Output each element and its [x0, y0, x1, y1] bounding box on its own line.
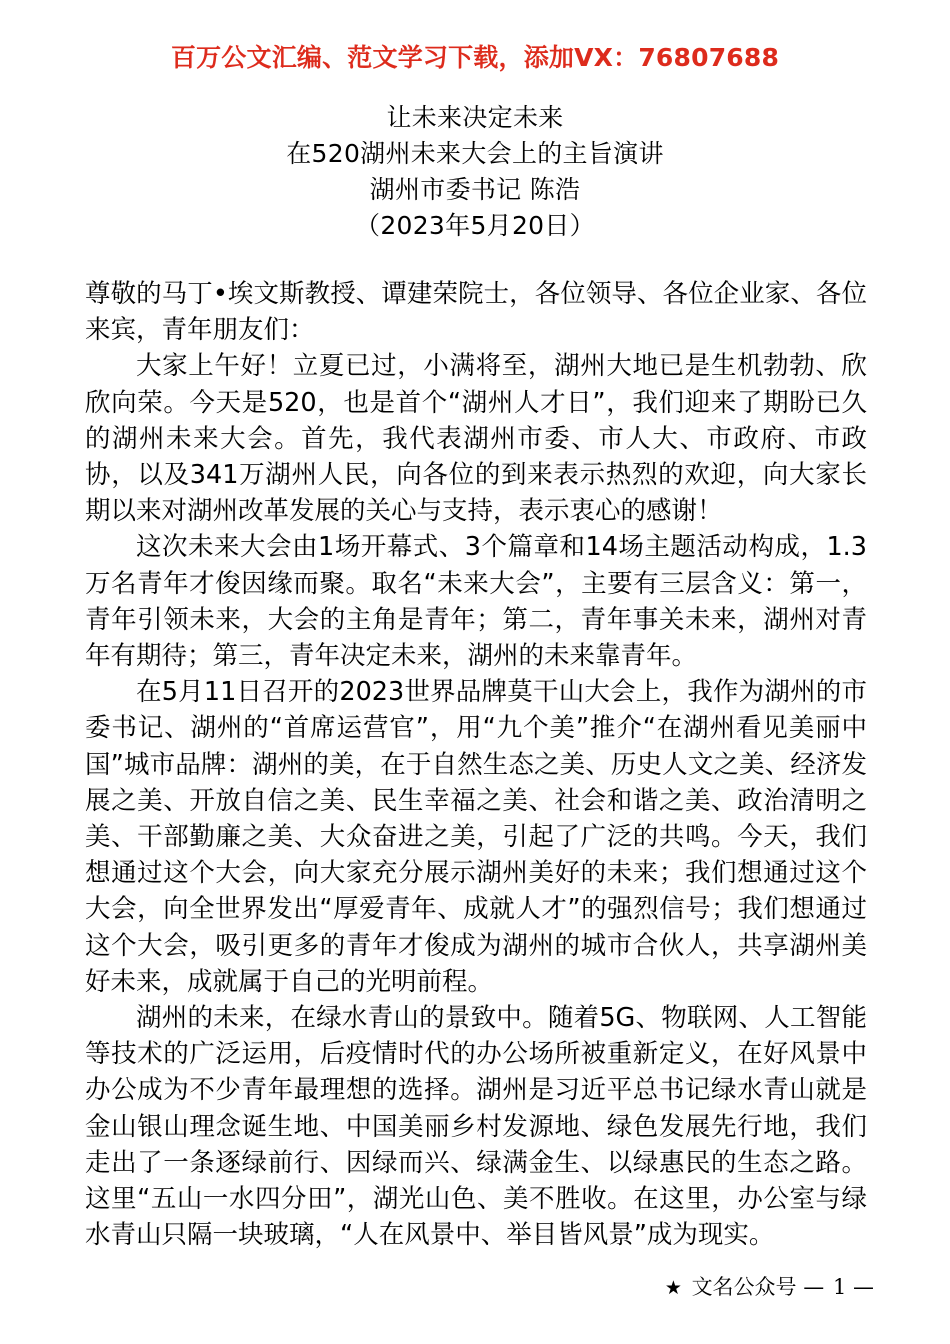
paragraph-greeting: 大家上午好！立夏已过，小满将至，湖州大地已是生机勃勃、欣欣向荣。今天是520，也是首个“湖州人才日”，我们迎来了期盼已久的湖州未来大会。首先，我代表湖州市委、市人大、市政府、市政协，以及341万湖州人民，向各位的到来表示热烈的欢迎，向大家长期以来对湖州改革发展的关心与支持，表示衷心的感谢！: [85, 351, 867, 527]
paragraph-conference-structure: 这次未来大会由1场开幕式、3个篇章和14场主题活动构成，1.3万名青年才俊因缘而聚。取名“未来大会”，主要有三层含义：第一，青年引领未来，大会的主角是青年；第二，青年事关未来，湖州对青年有期待；第三，青年决定未来，湖州的未来靠青年。: [85, 532, 867, 672]
document-body: [85, 276, 867, 1253]
paragraph-green-future: 湖州的未来，在绿水青山的景致中。随着5G、物联网、人工智能等技术的广泛运用，后疫情时代的办公场所被重新定义，在好风景中办公成为不少青年最理想的选择。湖州是习近平总书记绿水青山就是金山银山理念诞生地、中国美丽乡村发源地、绿色发展先行地，我们走出了一条逐绿前行、因绿而兴、绿满金生、以绿惠民的生态之路。这里“五山一水四分田”，湖光山色、美不胜收。在这里，办公室与绿水青山只隔一块玻璃，“人在风景中、举目皆风景”成为现实。: [85, 1003, 867, 1251]
footer-left-dash: —: [803, 1275, 827, 1299]
title-line-date: （2023年5月20日）: [355, 211, 595, 240]
title-line-subtitle: 在520湖州未来大会上的主旨演讲: [286, 139, 664, 168]
paragraph-salutation: 尊敬的马丁•埃文斯教授、谭建荣院士，各位领导、各位企业家、各位来宾，青年朋友们：: [85, 279, 867, 346]
footer-mark: 文名公众号: [691, 1275, 797, 1299]
paragraph-city-brand: 在5月11日召开的2023世界品牌莫干山大会上，我作为湖州的市委书记、湖州的“首席运营官”，用“九个美”推介“在湖州看见美丽中国”城市品牌：湖州的美，在于自然生态之美、历史人文之美、经济发展之美、开放自信之美、民生幸福之美、社会和谐之美、政治清明之美、干部勤廉之美、大众奋进之美，引起了广泛的共鸣。今天，我们想通过这个大会，向大家充分展示湖州美好的未来；我们想通过这个大会，向全世界发出“厚爱青年、成就人才”的强烈信号；我们想通过这个大会，吸引更多的青年才俊成为湖州的城市合伙人，共享湖州美好未来，成就属于自己的光明前程。: [85, 677, 867, 997]
title-line-speaker: 湖州市委书记 陈浩: [369, 175, 581, 204]
page-number: 1: [832, 1275, 847, 1299]
page-footer: [0, 1272, 950, 1303]
footer-right-dash: —: [853, 1275, 876, 1299]
title-block: [0, 100, 950, 244]
promo-header-text: 百万公文汇编、范文学习下载，添加VX：76807688: [170, 43, 780, 72]
title-line-main: 让未来决定未来: [386, 103, 564, 132]
star-icon: ★: [664, 1277, 682, 1299]
